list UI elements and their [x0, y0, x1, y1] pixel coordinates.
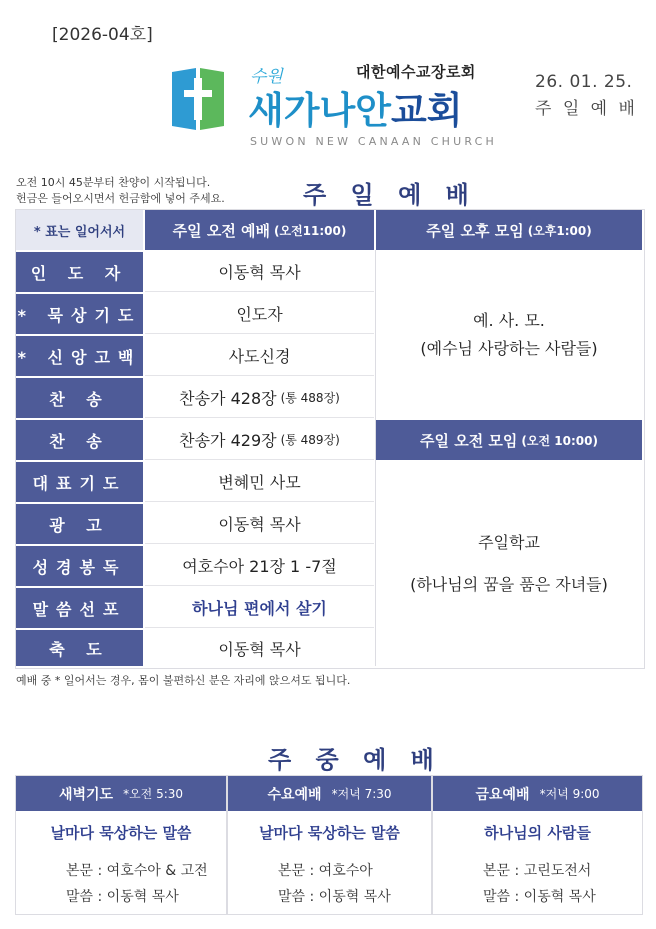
morning-header-label: 주일 오전 예배	[172, 221, 271, 240]
bulletin-service: 주 일 예 배	[535, 99, 638, 119]
church-name-english: SUWON NEW CANAAN CHURCH	[250, 135, 498, 148]
row-value-text: 찬송가 429장	[179, 431, 277, 450]
row-label-benediction: 축 도	[16, 630, 143, 666]
row-label-announcements: 광 고	[16, 504, 143, 544]
row-value-announcements	[145, 504, 374, 544]
wednesday-service-time: *저녁 7:30	[331, 787, 392, 801]
afternoon-meeting-name: 예. 사. 모.	[473, 311, 545, 330]
dawn-prayer-time: *오전 5:30	[123, 787, 184, 801]
afternoon-meeting-desc: (예수님 사랑하는 사람들)	[420, 339, 598, 358]
sunday-school-desc: (하나님의 꿈을 품은 자녀들)	[410, 575, 608, 594]
row-value-benediction	[145, 630, 374, 666]
sunday-notice	[16, 175, 225, 207]
row-value-representative-prayer	[145, 462, 374, 502]
dawn-prayer-name: 새벽기도	[58, 786, 114, 803]
suwon-label: 수원	[250, 67, 283, 87]
dawn-prayer-header	[16, 776, 226, 811]
notice-line-2: 헌금은 들어오시면서 헌금함에 넣어 주세요.	[16, 192, 225, 205]
friday-service-header	[433, 776, 642, 811]
church-name-b: 교회	[390, 89, 463, 132]
row-value-hymn-2	[145, 420, 374, 460]
row-label-creed: * 신앙고백	[16, 336, 143, 376]
standing-notice: 예배 중 * 일어서는 경우, 몸이 불편하신 분은 자리에 앉으셔도 됩니다.	[16, 674, 351, 687]
friday-service-title: 하나님의 사람들	[484, 824, 591, 842]
church-name	[248, 80, 462, 134]
notice-line-1: 오전 10시 45분부터 찬양이 시작됩니다.	[16, 176, 211, 189]
dawn-prayer-text: 본문 : 여호수아 & 고전	[66, 863, 208, 879]
church-cross-logo-icon	[172, 68, 224, 130]
afternoon-header-time: (오후1:00)	[527, 223, 592, 238]
row-label-silent-prayer: * 묵상기도	[16, 294, 143, 334]
row-value-text: 변혜민 사모	[218, 473, 301, 492]
row-label-hymn-1: 찬 송	[16, 378, 143, 418]
issue-number: [2026-04호]	[52, 25, 153, 45]
standing-note-cell: * 표는 일어서서	[16, 210, 143, 250]
row-value-sub: (통 488장)	[280, 391, 340, 405]
church-name-a: 새가나안	[248, 89, 391, 132]
row-value-scripture	[145, 546, 374, 586]
friday-service-preacher: 말씀 : 이동혁 목사	[483, 889, 596, 905]
weekday-column-wednesday	[227, 775, 432, 915]
row-label-representative-prayer: 대표기도	[16, 462, 143, 502]
sunday-school-header	[376, 420, 642, 460]
weekday-column-friday	[432, 775, 643, 915]
friday-service-name: 금요예배	[475, 786, 530, 803]
row-value-text: 사도신경	[228, 347, 291, 366]
afternoon-meeting-header	[376, 210, 642, 250]
wednesday-service-preacher: 말씀 : 이동혁 목사	[278, 889, 391, 905]
row-value-leader	[145, 252, 374, 292]
morning-service-header	[145, 210, 374, 250]
row-value-sub: (통 489장)	[280, 433, 340, 447]
row-label-scripture: 성경봉독	[16, 546, 143, 586]
row-label-hymn-2: 찬 송	[16, 420, 143, 460]
sunday-school-name: 주일학교	[478, 533, 540, 552]
sunday-title: 주 일 예 배	[303, 181, 477, 209]
friday-service-text: 본문 : 고린도전서	[483, 863, 592, 879]
afternoon-meeting-cell	[376, 252, 642, 418]
wednesday-service-text: 본문 : 여호수아	[278, 863, 373, 879]
row-value-text: 이동혁 목사	[218, 639, 301, 659]
school-header-time: (오전 10:00)	[521, 433, 598, 448]
row-label-leader: 인 도 자	[16, 252, 143, 292]
bulletin-date: 26. 01. 25.	[535, 72, 633, 92]
sunday-school-cell	[376, 462, 642, 666]
row-value-hymn-1	[145, 378, 374, 418]
weekday-column-dawn	[15, 775, 227, 915]
dawn-prayer-preacher: 말씀 : 이동혁 목사	[66, 889, 179, 905]
row-value-creed	[145, 336, 374, 376]
wednesday-service-name: 수요예배	[267, 786, 322, 803]
weekday-title: 주 중 예 배	[268, 746, 442, 774]
row-value-silent-prayer	[145, 294, 374, 334]
row-label-sermon: 말씀선포	[16, 588, 143, 628]
morning-header-time: (오전11:00)	[274, 223, 347, 238]
row-value-text: 이동혁 목사	[218, 263, 301, 282]
school-header-label: 주일 오전 모임	[420, 431, 518, 450]
row-value-text: 인도자	[236, 305, 283, 324]
wednesday-service-header	[228, 776, 431, 811]
row-value-text: 이동혁 목사	[218, 515, 301, 534]
dawn-prayer-title: 날마다 묵상하는 말씀	[50, 824, 192, 842]
sermon-title: 하나님 편에서 살기	[192, 599, 327, 618]
row-value-text: 여호수아 21장 1 -7절	[182, 557, 337, 576]
row-value-text: 찬송가 428장	[179, 389, 277, 408]
afternoon-header-label: 주일 오후 모임	[426, 221, 524, 240]
denomination: 대한예수교장로회	[356, 63, 476, 81]
wednesday-service-title: 날마다 묵상하는 말씀	[259, 824, 400, 842]
friday-service-time: *저녁 9:00	[539, 787, 600, 801]
row-value-sermon	[145, 588, 374, 628]
